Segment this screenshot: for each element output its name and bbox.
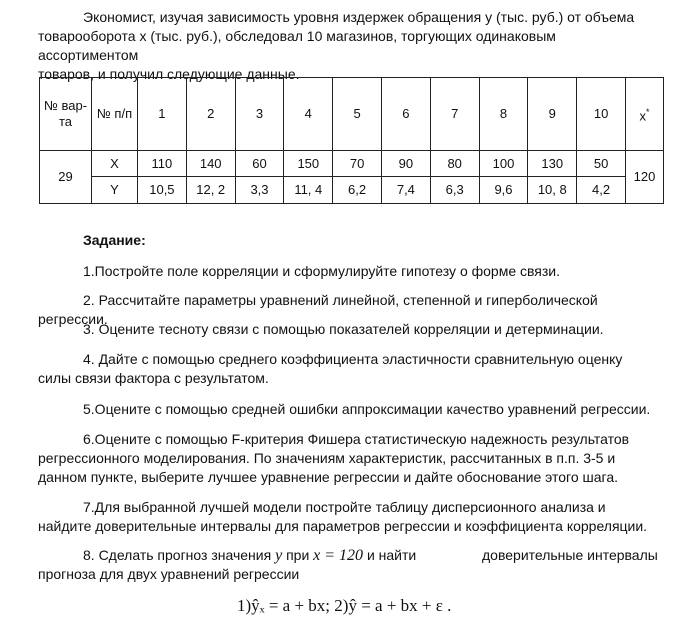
data-table — [39, 77, 664, 204]
xstar-superscript: * — [645, 106, 650, 117]
y-value-cell: 6,3 — [430, 177, 479, 204]
task-item-4: 4. Дайте с помощью среднего коэффициента эластичности сравнительную оценку силы связи фактора с результатом. — [38, 351, 623, 386]
x-value-cell: 100 — [479, 151, 528, 177]
intro-line-3: товаров, и получил следующие данные. — [38, 66, 300, 82]
y-value-cell: 7,4 — [381, 177, 430, 204]
x-value-cell: 70 — [333, 151, 382, 177]
column-header: 4 — [284, 78, 333, 151]
item8-text-c: и найти — [366, 547, 417, 563]
y-value-cell: 11, 4 — [284, 177, 333, 204]
column-header: 3 — [235, 78, 284, 151]
x-value-cell: 60 — [235, 151, 284, 177]
y-value-cell: 10, 8 — [528, 177, 577, 204]
column-header: 10 — [577, 78, 626, 151]
column-header: 2 — [186, 78, 235, 151]
x-value-cell: 140 — [186, 151, 235, 177]
x-value-cell: 130 — [528, 151, 577, 177]
intro-line-1: Экономист, изучая зависимость уровня издержек обращения y (тыс. руб.) от объема — [83, 9, 635, 25]
table-row-y — [40, 177, 664, 204]
task-item-1: 1.Постройте поле корреляции и сформулируйте гипотезу о форме связи. — [83, 263, 560, 279]
x-value-cell: 110 — [138, 151, 187, 177]
column-header: 1 — [138, 78, 187, 151]
task-item-8 — [38, 546, 658, 584]
variant-header: № вар-та — [40, 78, 92, 151]
item8-y-symbol: y — [275, 547, 283, 564]
column-header: 9 — [528, 78, 577, 151]
x-value-cell: 80 — [430, 151, 479, 177]
task-item-7: 7.Для выбранной лучшей модели постройте таблицу дисперсионного анализа и найдите доверительные интервалы для параметров регрессии и коэффициента корреляции. — [38, 499, 648, 534]
y-value-cell: 10,5 — [138, 177, 187, 204]
column-header: 8 — [479, 78, 528, 151]
item8-text-d: доверительные интервалы — [482, 547, 658, 563]
task-item-6: 6.Оцените с помощью F-критерия Фишера статистическую надежность результатов регрессионного моделирования. По значениям характеристик, рассчитанных в п.п. 3-5 и данном пункте, выберите лучшее уравнение регрессии и дайте обоснование этого шага. — [38, 431, 630, 485]
column-header: 6 — [381, 78, 430, 151]
task-title: Задание: — [83, 232, 146, 248]
row-label-x: X — [92, 151, 138, 177]
intro-paragraph — [38, 8, 658, 84]
item8-line-2: прогноза для двух уравнений регрессии — [38, 566, 300, 582]
column-header: 5 — [333, 78, 382, 151]
intro-line-2: товарооборота x (тыс. руб.), обследовал 10 магазинов, торгующих одинаковым ассортиментом — [38, 28, 556, 63]
y-value-cell: 6,2 — [333, 177, 382, 204]
np-header: № п/п — [92, 78, 138, 151]
y-value-cell: 4,2 — [577, 177, 626, 204]
table-header-row — [40, 78, 664, 151]
task-item-3: 3. Оцените тесноту связи с помощью показателей корреляции и детерминации. — [83, 321, 604, 337]
task-item-2: 2. Рассчитайте параметры уравнений линейной, степенной и гиперболической регрессии. — [38, 292, 598, 327]
xstar-value-cell: 120 — [626, 151, 664, 204]
x-value-cell: 50 — [577, 151, 626, 177]
y-value-cell: 9,6 — [479, 177, 528, 204]
variant-cell: 29 — [40, 151, 92, 204]
row-label-y: Y — [92, 177, 138, 204]
x-value-cell: 150 — [284, 151, 333, 177]
table-row-x — [40, 151, 664, 177]
item8-text-a: 8. Сделать прогноз значения — [83, 547, 272, 563]
x-value-cell: 90 — [381, 151, 430, 177]
y-value-cell: 12, 2 — [186, 177, 235, 204]
task-item-5: 5.Оцените с помощью средней ошибки аппроксимации качество уравнений регрессии. — [83, 401, 651, 417]
regression-formula: 1)ŷₓ = a + bx; 2)ŷ = a + bx + ε . — [237, 596, 452, 615]
item8-x-equation: x = 120 — [313, 547, 364, 564]
item8-text-b: при — [286, 547, 310, 563]
xstar-header: x* — [626, 78, 664, 151]
column-header: 7 — [430, 78, 479, 151]
y-value-cell: 3,3 — [235, 177, 284, 204]
